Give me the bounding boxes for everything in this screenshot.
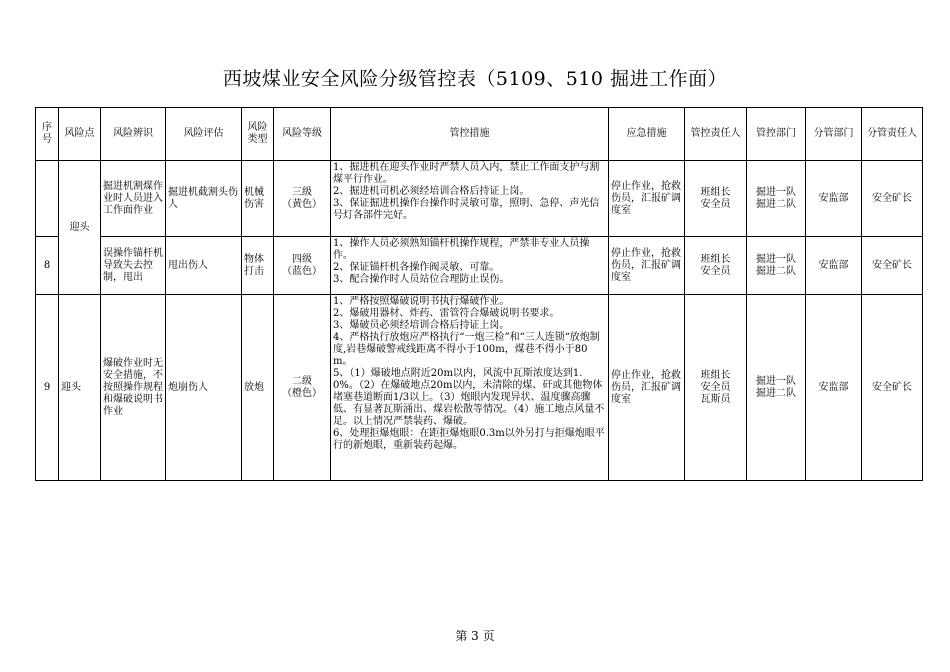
cell-type: 放炮 bbox=[242, 295, 274, 481]
header-risk-point: 风险点 bbox=[59, 108, 101, 161]
cell-dept: 掘进一队 掘进二队 bbox=[747, 295, 806, 481]
cell-risk-point: 迎头 bbox=[59, 295, 101, 481]
table-row bbox=[36, 237, 923, 295]
cell-level: 四级 （蓝色） bbox=[274, 237, 331, 295]
cell-responsible: 班组长 安全员 瓦斯员 bbox=[685, 295, 747, 481]
header-supervising-dept: 分管部门 bbox=[806, 108, 862, 161]
cell-assessment: 炮崩伤人 bbox=[166, 295, 242, 481]
cell-responsible: 班组长 安全员 bbox=[685, 237, 747, 295]
cell-identification: 掘进机割煤作业时人员进入工作面作业 bbox=[101, 161, 166, 237]
cell-emergency: 停止作业，抢救伤员，汇报矿调度室 bbox=[609, 295, 685, 481]
header-assessment: 风险评估 bbox=[166, 108, 242, 161]
cell-seq bbox=[36, 161, 59, 237]
header-responsible: 管控责任人 bbox=[685, 108, 747, 161]
table-row bbox=[36, 161, 923, 237]
cell-level: 二级 （橙色） bbox=[274, 295, 331, 481]
header-identification: 风险辨识 bbox=[101, 108, 166, 161]
cell-identification: 爆破作业时无安全措施，不按照操作规程和爆破说明书作业 bbox=[101, 295, 166, 481]
page-title: 西坡煤业安全风险分级管控表（5109、510 掘进工作面） bbox=[222, 68, 728, 90]
table-header-row bbox=[36, 108, 923, 161]
page-number: 第 3 页 bbox=[455, 629, 495, 643]
table-row bbox=[36, 295, 923, 481]
cell-seq: 8 bbox=[36, 237, 59, 295]
header-dept: 管控部门 bbox=[747, 108, 806, 161]
cell-emergency: 停止作业，抢救伤员，汇报矿调度室 bbox=[609, 161, 685, 237]
cell-supervising-dept: 安监部 bbox=[806, 295, 862, 481]
cell-type: 机械伤害 bbox=[242, 161, 274, 237]
cell-supervising-person: 安全矿长 bbox=[862, 295, 923, 481]
cell-emergency: 停止作业，抢救伤员，汇报矿调度室 bbox=[609, 237, 685, 295]
cell-supervising-person: 安全矿长 bbox=[862, 237, 923, 295]
cell-dept: 掘进一队 掘进二队 bbox=[747, 161, 806, 237]
header-emergency: 应急措施 bbox=[609, 108, 685, 161]
cell-measures: 1、严格按照爆破说明书执行爆破作业。 2、爆破用器材、炸药、雷管符合爆破说明书要求。 3、爆破员必须经培训合格后持证上岗。 4、严格执行放炮应严格执行“一炮三检”和“三人连锁“放炮制度,岩巷爆破警戒线距离不得小于100m，煤巷不得小于80m。 5、（1）爆破地点附近20m以内，风流中瓦斯浓度达到1.0%。（2）在爆破地点20m以内，未清除的煤、矸或其他物体堵塞巷道断面1/3以上。（3）炮眼内发现异状、温度骤高骤低、有显著瓦斯涌出、煤岩松散等情况。（4）施工地点风量不足。以上情况严禁装药、爆破。 6、处理拒爆炮眼：在距拒爆炮眼0.3m以外另打与拒爆炮眼平行的新炮眼，重新装药起爆。 bbox=[331, 295, 609, 481]
risk-control-table bbox=[35, 107, 923, 481]
cell-measures: 1、操作人员必须熟知锚杆机操作规程，严禁非专业人员操作。 2、保证锚杆机各操作阀灵敏、可靠。 3、配合操作时人员站位合理防止误伤。 bbox=[331, 237, 609, 295]
cell-type: 物体打击 bbox=[242, 237, 274, 295]
cell-assessment: 甩出伤人 bbox=[166, 237, 242, 295]
cell-supervising-dept: 安监部 bbox=[806, 161, 862, 237]
header-level: 风险等级 bbox=[274, 108, 331, 161]
cell-identification: 误操作锚杆机导致失去控制，甩出 bbox=[101, 237, 166, 295]
cell-risk-point-merged: 迎头 bbox=[59, 161, 101, 295]
header-supervising-person: 分管责任人 bbox=[862, 108, 923, 161]
cell-assessment: 掘进机截割头伤人 bbox=[166, 161, 242, 237]
cell-supervising-dept: 安监部 bbox=[806, 237, 862, 295]
header-type: 风险类型 bbox=[242, 108, 274, 161]
header-measures: 管控措施 bbox=[331, 108, 609, 161]
header-seq: 序号 bbox=[36, 108, 59, 161]
cell-level: 三级 （黄色） bbox=[274, 161, 331, 237]
cell-supervising-person: 安全矿长 bbox=[862, 161, 923, 237]
cell-dept: 掘进一队 掘进二队 bbox=[747, 237, 806, 295]
cell-responsible: 班组长 安全员 bbox=[685, 161, 747, 237]
cell-measures: 1、掘进机在迎头作业时严禁人员入内，禁止工作面支护与割煤平行作业。 2、掘进机司机必须经培训合格后持证上岗。 3、保证掘进机操作台操作时灵敏可靠，照明、急停、声光信号灯各部件完好。 bbox=[331, 161, 609, 237]
cell-seq: 9 bbox=[36, 295, 59, 481]
